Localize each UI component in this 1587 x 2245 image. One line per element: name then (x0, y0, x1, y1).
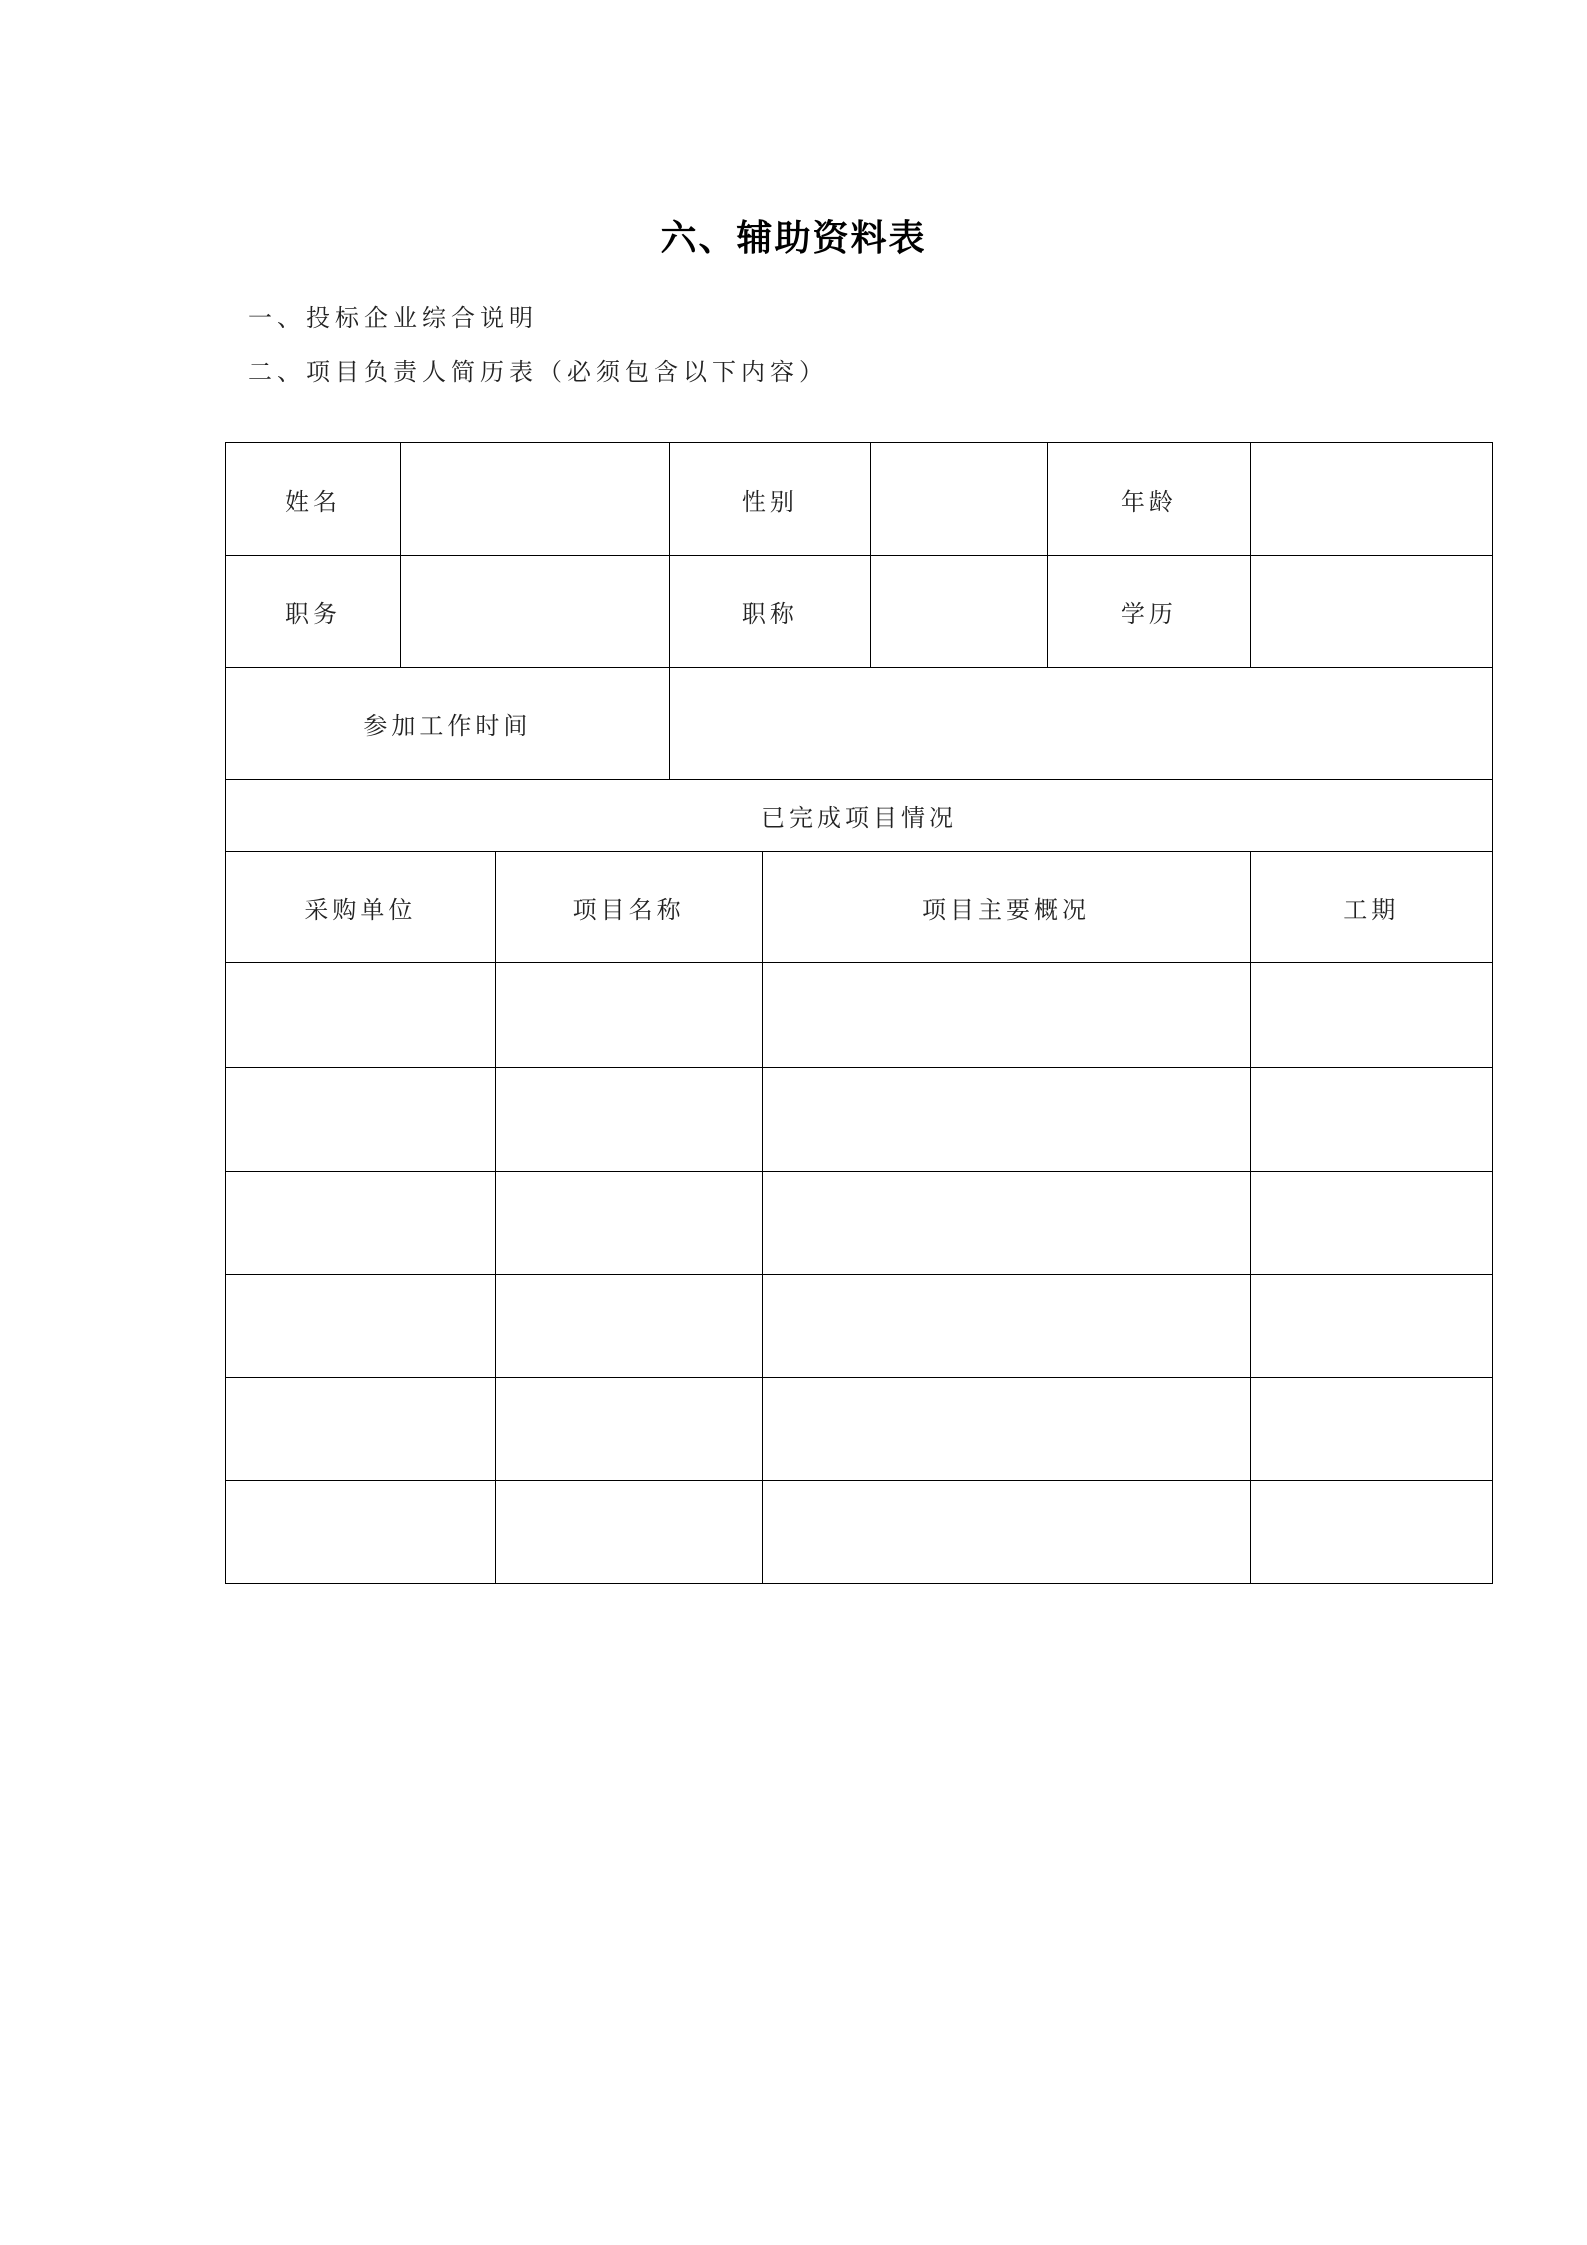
name-label: 姓名 (226, 443, 401, 556)
name-field[interactable] (400, 443, 669, 556)
purchaser-cell[interactable] (226, 1481, 496, 1584)
project-name-cell[interactable] (495, 1275, 762, 1378)
gender-field[interactable] (871, 443, 1048, 556)
duration-cell[interactable] (1250, 963, 1492, 1068)
education-field[interactable] (1250, 556, 1492, 668)
table-row (226, 1481, 1493, 1584)
position-field[interactable] (400, 556, 669, 668)
project-summary-cell[interactable] (762, 1068, 1250, 1172)
project-name-cell[interactable] (495, 1481, 762, 1584)
gender-label: 性别 (669, 443, 870, 556)
table-row (226, 1068, 1493, 1172)
project-name-cell[interactable] (495, 963, 762, 1068)
table-row (226, 1172, 1493, 1275)
section-heading-company-overview: 一、投标企业综合说明 (248, 304, 538, 332)
column-header-duration: 工期 (1250, 852, 1492, 963)
duration-cell[interactable] (1250, 1068, 1492, 1172)
projects-heading: 已完成项目情况 (226, 780, 1493, 852)
project-summary-cell[interactable] (762, 1275, 1250, 1378)
purchaser-cell[interactable] (226, 1068, 496, 1172)
project-name-cell[interactable] (495, 1172, 762, 1275)
duration-cell[interactable] (1250, 1481, 1492, 1584)
resume-row-work-start (226, 668, 1493, 780)
purchaser-cell[interactable] (226, 1275, 496, 1378)
duration-cell[interactable] (1250, 1378, 1492, 1481)
project-summary-cell[interactable] (762, 1481, 1250, 1584)
page-title: 六、辅助资料表 (660, 218, 927, 259)
table-row (226, 1378, 1493, 1481)
project-summary-cell[interactable] (762, 963, 1250, 1068)
professional-title-label: 职称 (669, 556, 870, 668)
project-summary-cell[interactable] (762, 1378, 1250, 1481)
purchaser-cell[interactable] (226, 1172, 496, 1275)
resume-row-basic (226, 443, 1493, 556)
purchaser-cell[interactable] (226, 1378, 496, 1481)
resume-row-position (226, 556, 1493, 668)
resume-table (225, 442, 1493, 1584)
position-label: 职务 (226, 556, 401, 668)
section-heading-project-lead-resume: 二、项目负责人简历表（必须包含以下内容） (248, 358, 828, 386)
column-header-project-summary: 项目主要概况 (762, 852, 1250, 963)
age-field[interactable] (1250, 443, 1492, 556)
projects-header-row (226, 852, 1493, 963)
column-header-project-name: 项目名称 (495, 852, 762, 963)
professional-title-field[interactable] (871, 556, 1048, 668)
table-row (226, 963, 1493, 1068)
projects-heading-row (226, 780, 1493, 852)
duration-cell[interactable] (1250, 1275, 1492, 1378)
project-name-cell[interactable] (495, 1068, 762, 1172)
project-summary-cell[interactable] (762, 1172, 1250, 1275)
column-header-purchaser: 采购单位 (226, 852, 496, 963)
project-name-cell[interactable] (495, 1378, 762, 1481)
table-row (226, 1275, 1493, 1378)
age-label: 年龄 (1048, 443, 1250, 556)
work-start-label: 参加工作时间 (226, 668, 670, 780)
duration-cell[interactable] (1250, 1172, 1492, 1275)
work-start-field[interactable] (669, 668, 1492, 780)
purchaser-cell[interactable] (226, 963, 496, 1068)
education-label: 学历 (1048, 556, 1250, 668)
